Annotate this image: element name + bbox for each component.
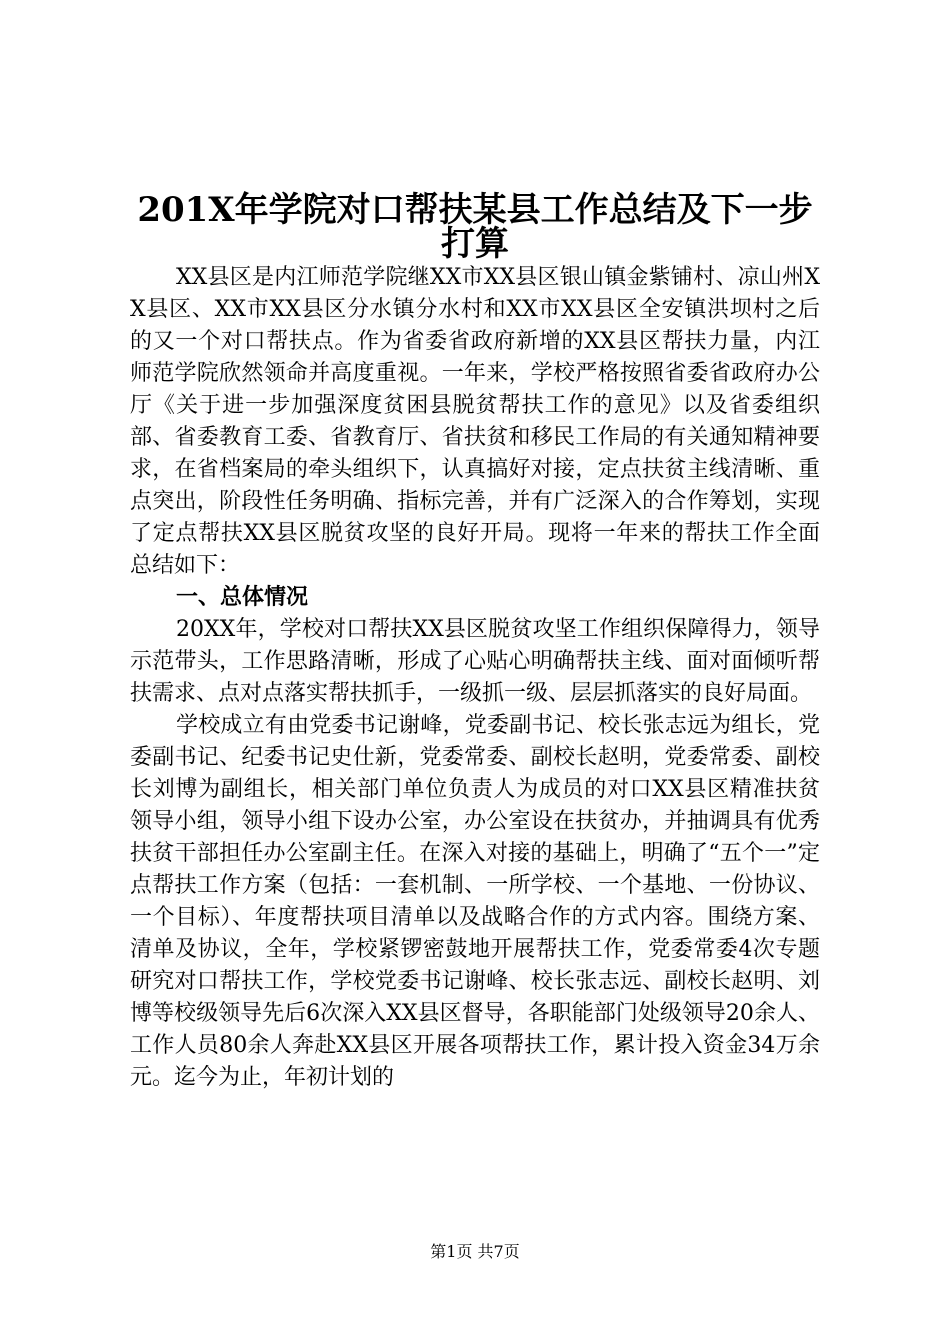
document-title-line-2: 打算: [441, 224, 509, 264]
document-title-line-1: 201X年学院对口帮扶某县工作总结及下一步: [137, 190, 813, 230]
page-footer: 第1页 共7页: [430, 1242, 520, 1261]
intro-paragraph: XX县区是内江师范学院继XX市XX县区银山镇金紫铺村、凉山州XX县区、XX市XX县区分水镇分水村和XX市XX县区全安镇洪坝村之后的又一个对口帮扶点。作为省委省政府新增的XX县区帮扶力量，内江师范学院欣然领命并高度重视。一年来，学校严格按照省委省政府办公厅《关于进一步加强深度贫困县脱贫帮扶工作的意见》以及省委组织部、省委教育工委、省教育厅、省扶贫和移民工作局的有关通知精神要求，在省档案局的牵头组织下，认真搞好对接，定点扶贫主线清晰、重点突出，阶段性任务明确、指标完善，并有广泛深入的合作筹划，实现了定点帮扶XX县区脱贫攻坚的良好开局。现将一年来的帮扶工作全面总结如下：: [130, 265, 820, 578]
overview-paragraph: 20XX年，学校对口帮扶XX县区脱贫攻坚工作组织保障得力，领导示范带头，工作思路清晰，形成了心贴心明确帮扶主线、面对面倾听帮扶需求、点对点落实帮扶抓手，一级抓一级、层层抓落实的良好局面。: [130, 617, 820, 706]
document-body: [130, 262, 820, 1094]
organization-paragraph: 学校成立有由党委书记谢峰，党委副书记、校长张志远为组长，党委副书记、纪委书记史仕新，党委常委、副校长赵明，党委常委、副校长刘博为副组长，相关部门单位负责人为成员的对口XX县区精准扶贫领导小组，领导小组下设办公室，办公室设在扶贫办，并抽调具有优秀扶贫干部担任办公室副主任。在深入对接的基础上，明确了“五个一”定点帮扶工作方案（包括：一套机制、一所学校、一个基地、一份协议、一个目标）、年度帮扶项目清单以及战略合作的方式内容。围绕方案、清单及协议，全年，学校紧锣密鼓地开展帮扶工作，党委常委4次专题研究对口帮扶工作，学校党委书记谢峰、校长张志远、副校长赵明、刘博等校级领导先后6次深入XX县区督导，各职能部门处级领导20余人、工作人员80余人奔赴XX县区开展各项帮扶工作，累计投入资金34万余元。迄今为止，年初计划的: [130, 713, 820, 1090]
section-heading: 一、总体情况: [176, 585, 309, 610]
